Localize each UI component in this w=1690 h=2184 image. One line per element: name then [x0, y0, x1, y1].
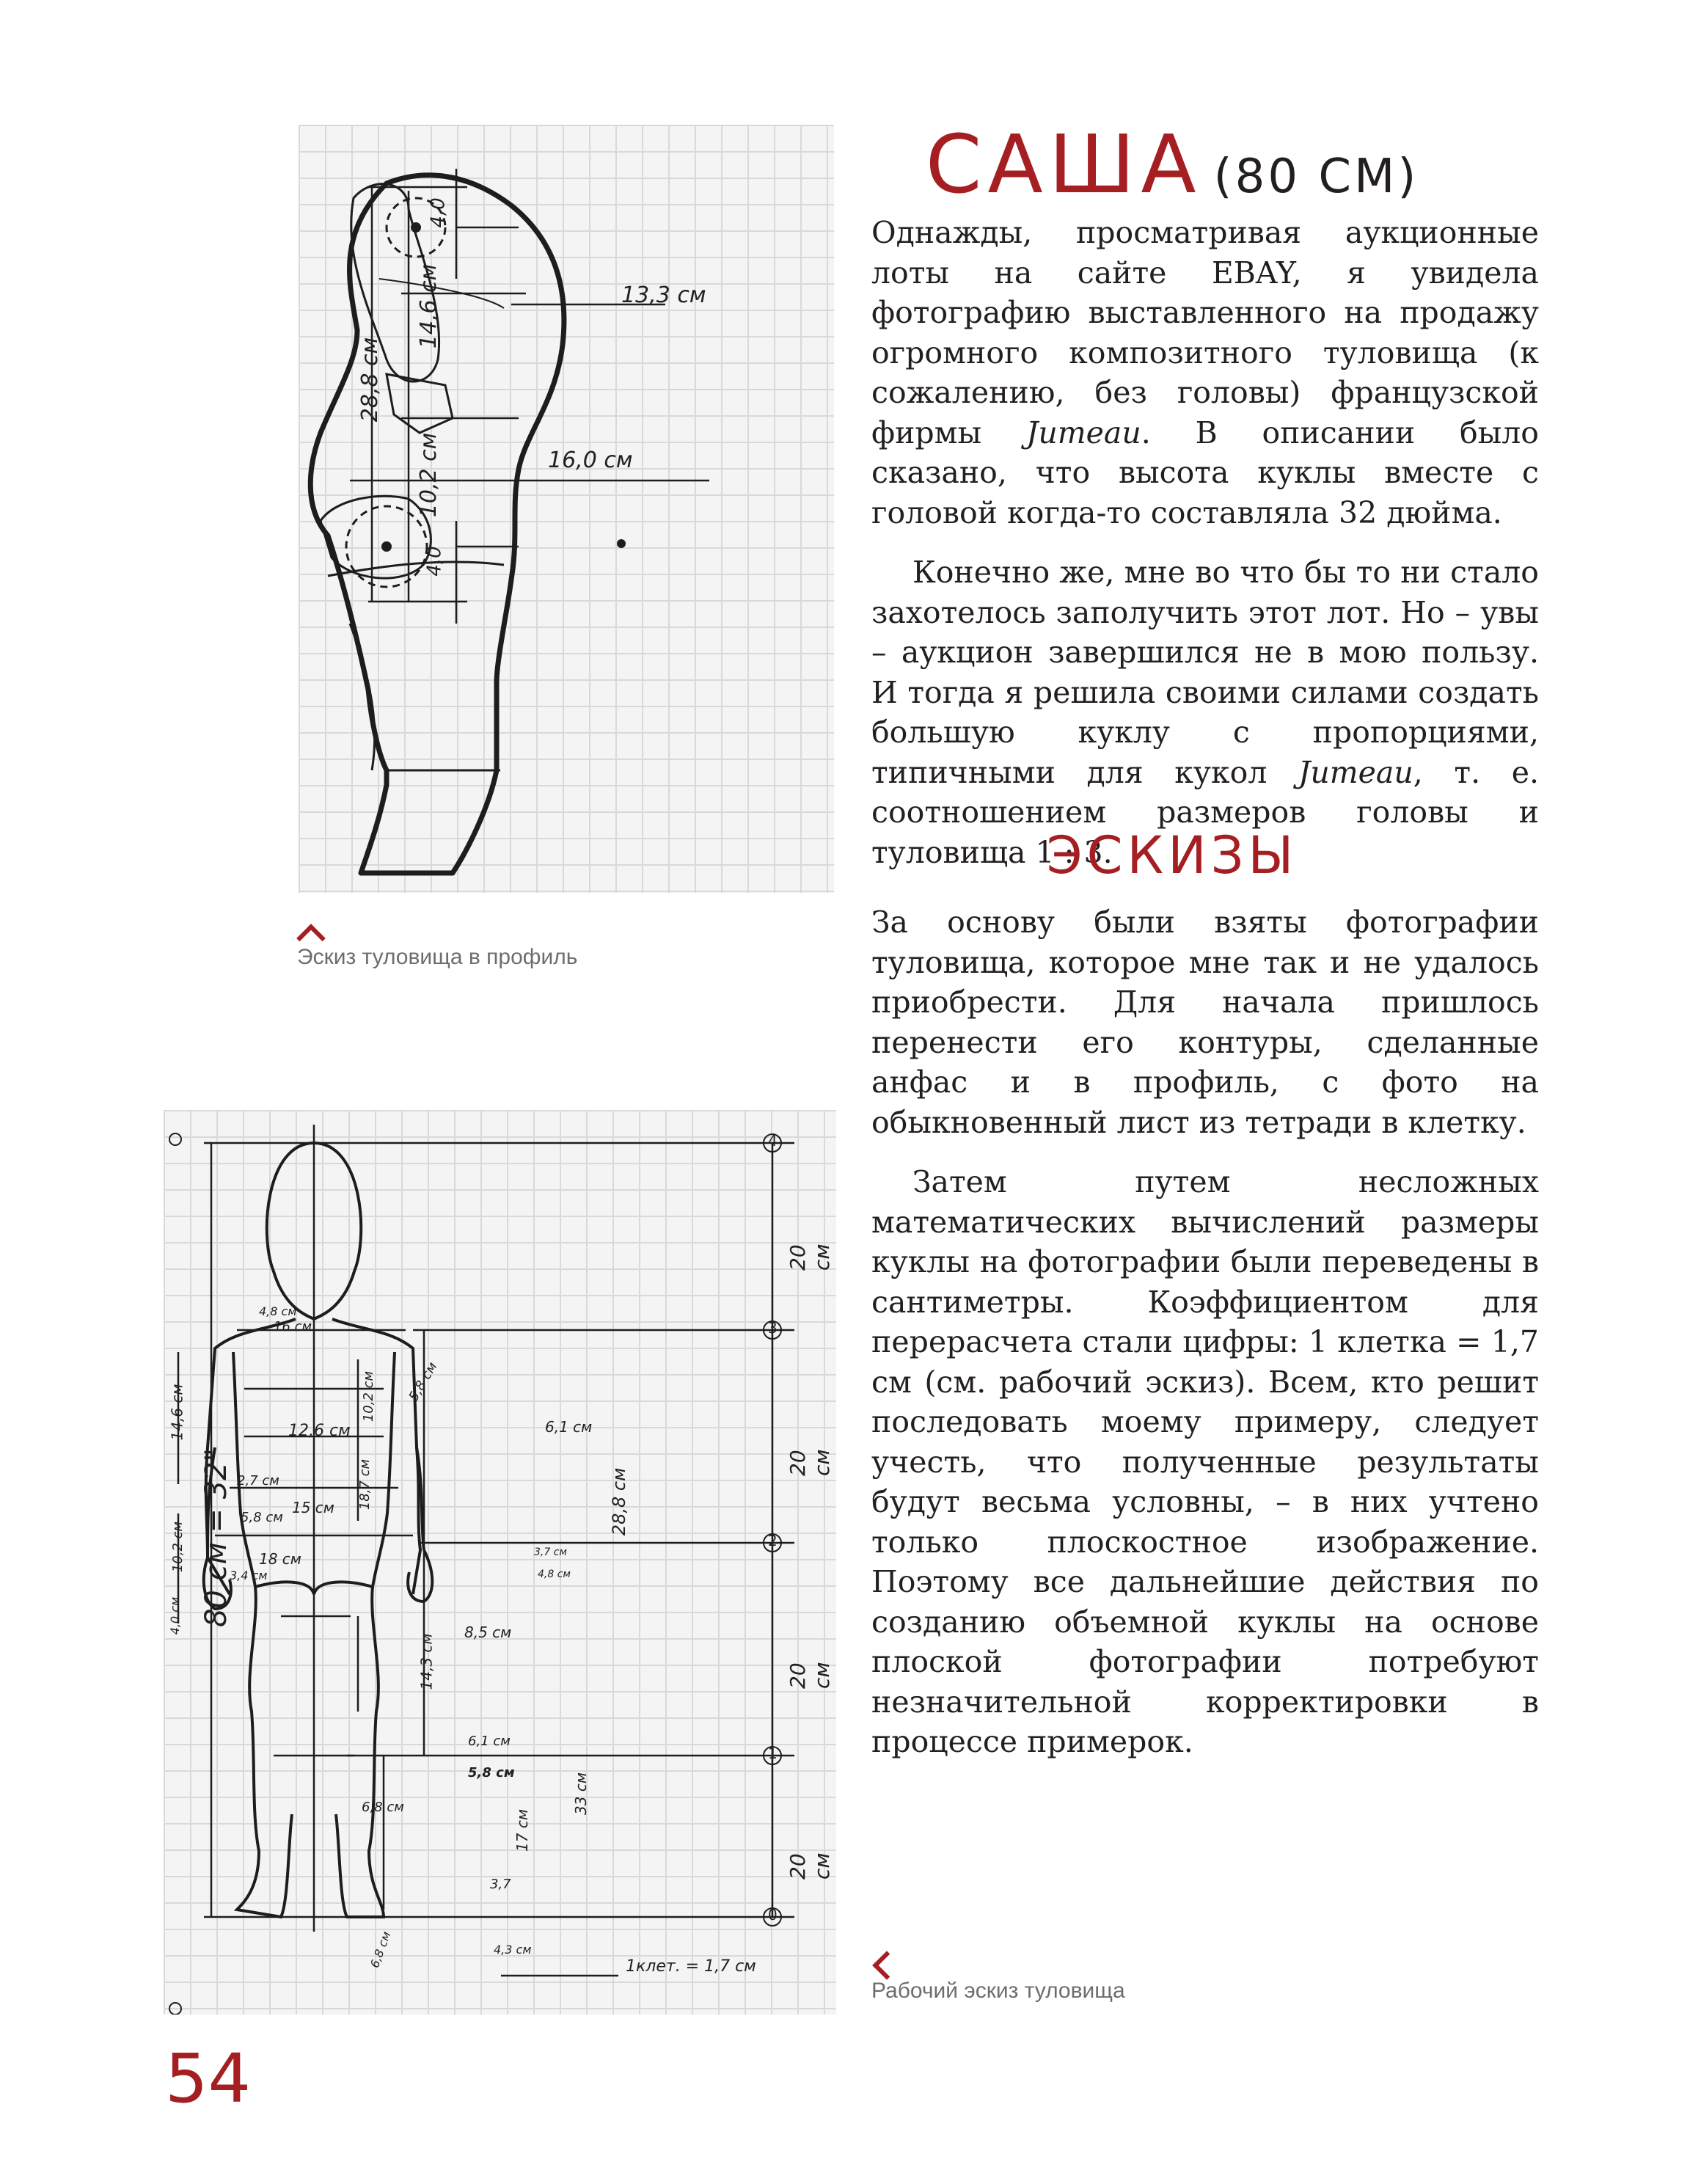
measure-label: 10,2 см: [361, 1370, 377, 1422]
measure-label: 3,7 см: [534, 1546, 567, 1558]
measure-label: 2,7 см: [237, 1473, 279, 1489]
chapter-title-size: (80 СМ): [1213, 150, 1419, 204]
measure-label: 6,8 см: [362, 1800, 404, 1815]
measure-label: 3,4 см: [230, 1568, 268, 1582]
marker-label: 4: [768, 1132, 778, 1150]
measure-label: 10,2 см: [170, 1521, 186, 1573]
dim-label: 4,0: [423, 546, 446, 577]
marker-label: 1: [768, 1745, 778, 1762]
chapter-title: [871, 117, 1473, 211]
segment-label: 20 см: [786, 1852, 834, 1880]
measure-label: 5,8 см: [241, 1510, 283, 1525]
segment-label: 20 см: [786, 1243, 834, 1271]
scale-label: 1клет. = 1,7 см: [626, 1957, 756, 1976]
section-paragraph-2: Затем путем несложных математических вычислений размеры куклы на фотографии были переведены в сантиметры. Коэффициентом для перерасчета стали цифры: 1 клетка = 1,7 см (см. рабочий эскиз). Всем, кто решит последовать моему примеру, следует учесть, что полученные результаты будут весьма условны, – в них учтено только плоскостное изображение. Поэтому все дальнейшие действия по созданию объемной куклы на основе плоской фотографии потребуют незначительной корректировки в процессе примерок.: [871, 1164, 1539, 1759]
measure-label: 4,3 см: [494, 1943, 532, 1957]
measure-label: 18,7 см: [357, 1458, 373, 1511]
figure1-caption: Эскиз туловища в профиль: [297, 945, 578, 969]
torso-working-sketch: [164, 1110, 836, 2015]
section-paragraph-1: За основу были взяты фотографии туловища, которое мне так и не удалось приобрести. Для начала пришлось перенести его контуры, сделанные анфас и в профиль, с фото на обыкновенный лист из тетради в клетку.: [871, 905, 1539, 1140]
measure-label: 4,8 см: [259, 1304, 297, 1318]
measure-label: 18 см: [259, 1550, 301, 1568]
measure-label: 16 см: [274, 1319, 312, 1334]
measure-label: 6,1 см: [468, 1734, 511, 1749]
dim-label: 14,6 см: [416, 263, 442, 349]
measure-label: 14,6 см: [168, 1384, 186, 1441]
intro-p2-text-end: , т. е. соотношением размеров головы и туловища 1 : 3.: [871, 754, 1539, 870]
page-number: 54: [165, 2039, 252, 2118]
marker-label: 3: [768, 1319, 778, 1337]
dim-label: 13,3 см: [621, 282, 706, 308]
measure-label: 17 см: [513, 1809, 531, 1852]
intro-paragraph-1: [871, 213, 1539, 533]
intro-p1-text: Однажды, просматривая аукционные лоты на сайте EBAY, я увидела фотографию выставленного на продажу огромного композитного туловища (к сожалению, без головы) французской фирмы: [871, 215, 1539, 450]
measure-label: 8,5 см: [464, 1624, 512, 1641]
brand-name: Jumeau: [1025, 414, 1141, 450]
section-heading: ЭСКИЗЫ: [1046, 825, 1298, 885]
marker-label: 2: [768, 1532, 778, 1549]
intro-p1-text-end: . В описании было сказано, что высота куклы вместе с головой когда-то составляла 32 дюйма.: [871, 414, 1539, 530]
measure-label: 3,7: [490, 1877, 511, 1892]
measure-label: 5,8 см: [468, 1765, 515, 1781]
measure-label: 14,3 см: [417, 1633, 436, 1690]
measure-label: 33 см: [571, 1772, 590, 1815]
total-height-label: 80 см = 32": [200, 1447, 234, 1628]
figure2-caption: Рабочий эскиз туловища: [871, 1979, 1125, 2003]
torso-profile-drawing: [299, 125, 834, 893]
dim-label: 10,2 см: [416, 432, 442, 518]
measure-label: 4,0 см: [168, 1596, 183, 1635]
marker-label: 0: [768, 1906, 778, 1924]
measure-label: 28,8 см: [609, 1467, 630, 1536]
measure-label: 6,1 см: [545, 1418, 593, 1436]
measure-label: 4,8 см: [538, 1568, 571, 1580]
intro-text: [871, 213, 1539, 892]
intro-paragraph-2: [871, 552, 1539, 872]
caption-left-arrow-icon: [872, 1951, 901, 1980]
intro-p2-text: Конечно же, мне во что бы то ни стало захотелось заполучить этот лот. Но – увы – аукцион завершился не в мою пользу. И тогда я решила своими силами создать большую куклу с пропорциями, типичными для кукол: [871, 555, 1539, 790]
torso-profile-sketch: [299, 125, 834, 893]
segment-label: 20 см: [786, 1449, 834, 1476]
measure-label: 12,6 см: [288, 1422, 351, 1440]
measure-label: 15 см: [292, 1499, 334, 1516]
section-text: [871, 902, 1539, 1782]
brand-name: Jumeau: [1298, 754, 1413, 790]
dim-label: 28,8 см: [357, 337, 384, 423]
measure-label: 6,8 см: [367, 1929, 394, 1970]
chapter-title-main: САША: [925, 117, 1202, 211]
measure-label: 5,8 см: [406, 1359, 441, 1404]
dim-label: 16,0 см: [548, 448, 633, 473]
dim-label: 4,0: [427, 197, 450, 228]
segment-label: 20 см: [786, 1662, 834, 1689]
